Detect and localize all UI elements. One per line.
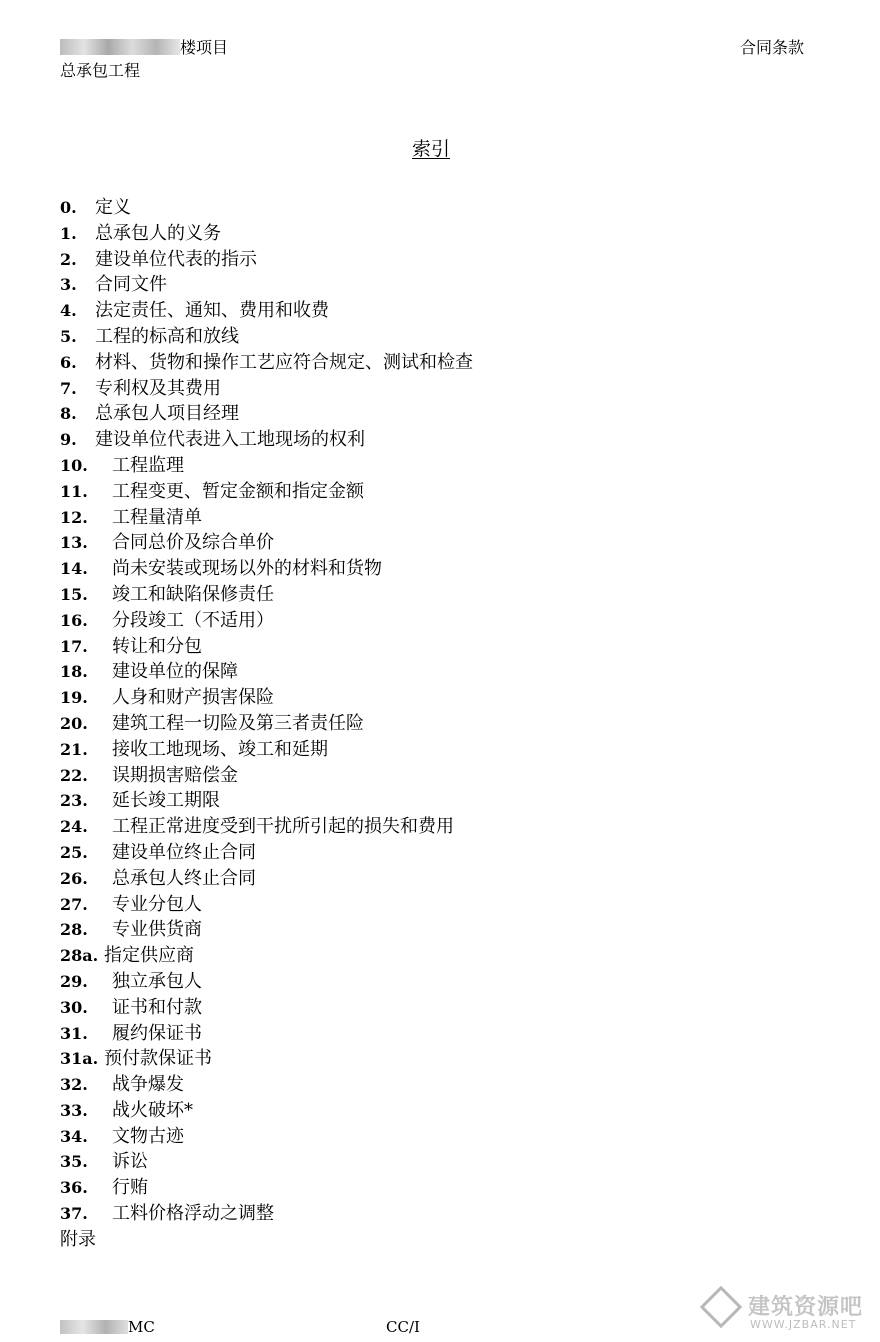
toc-item-number: 30. <box>60 997 88 1017</box>
appendix-label: 附录 <box>60 1229 96 1250</box>
toc-item <box>60 1021 473 1047</box>
toc-item-text: 总承包人终止合同 <box>112 867 256 889</box>
toc-item-text: 接收工地现场、竣工和延期 <box>112 738 328 760</box>
toc-item-text: 证书和付款 <box>112 996 202 1018</box>
toc-item-text: 尚未安装或现场以外的材料和货物 <box>112 558 382 580</box>
toc-item-text: 定义 <box>95 197 131 218</box>
toc-item-text: 诉讼 <box>112 1151 148 1173</box>
toc-item-number: 32. <box>60 1075 88 1095</box>
toc-item-number: 6. <box>60 352 77 372</box>
toc-item <box>60 221 473 247</box>
toc-item <box>60 247 473 273</box>
toc-item <box>60 685 473 711</box>
toc-item <box>60 427 473 453</box>
toc-item-number: 24. <box>60 817 88 837</box>
toc-item <box>60 1149 473 1175</box>
toc-item-number: 4. <box>60 301 77 321</box>
toc-item <box>60 1072 473 1098</box>
toc-item-text: 文物古迹 <box>112 1125 184 1147</box>
toc-item-number: 16. <box>60 610 88 630</box>
toc-item-number: 9. <box>60 430 77 450</box>
toc-item-text: 工程正常进度受到干扰所引起的损失和费用 <box>112 816 454 838</box>
toc-item-text: 行贿 <box>112 1177 148 1199</box>
toc-item <box>60 453 473 479</box>
table-of-contents <box>60 195 473 1227</box>
toc-item-text: 合同文件 <box>95 274 167 296</box>
toc-item-text: 工程的标高和放线 <box>95 325 239 347</box>
toc-item-number: 22. <box>60 765 88 785</box>
toc-item-number: 28. <box>60 920 88 940</box>
toc-item-number: 31. <box>60 1023 88 1043</box>
toc-item-text: 专利权及其费用 <box>95 377 221 399</box>
toc-item-number: 11. <box>60 481 88 501</box>
toc-item-text: 建设单位代表进入工地现场的权利 <box>95 429 365 451</box>
page-header-left <box>60 36 228 82</box>
toc-item <box>60 634 473 660</box>
toc-item <box>60 324 473 350</box>
toc-item <box>60 479 473 505</box>
toc-item-text: 竣工和缺陷保修责任 <box>112 583 274 605</box>
toc-item-number: 28a. <box>60 946 99 966</box>
watermark <box>700 1288 872 1336</box>
toc-item-text: 工料价格浮动之调整 <box>112 1203 274 1225</box>
toc-item <box>60 608 473 634</box>
toc-item-text: 误期损害赔偿金 <box>112 764 238 786</box>
toc-item <box>60 788 473 814</box>
toc-item <box>60 556 473 582</box>
toc-item-number: 15. <box>60 584 88 604</box>
toc-item <box>60 401 473 427</box>
toc-item-number: 21. <box>60 739 88 759</box>
toc-item-text: 专业供货商 <box>112 919 202 941</box>
footer-left <box>60 1318 155 1336</box>
toc-item <box>60 840 473 866</box>
toc-item <box>60 530 473 556</box>
toc-item-number: 37. <box>60 1204 88 1224</box>
toc-item-text: 建设单位终止合同 <box>112 841 256 863</box>
toc-item-text: 工程量清单 <box>112 506 202 528</box>
toc-item <box>60 298 473 324</box>
toc-item <box>60 737 473 763</box>
toc-item <box>60 505 473 531</box>
toc-item-number: 1. <box>60 223 77 243</box>
toc-item-text: 建筑工程一切险及第三者责任险 <box>112 712 364 734</box>
toc-item-number: 12. <box>60 507 88 527</box>
redacted-text <box>60 39 180 55</box>
toc-item <box>60 1098 473 1124</box>
header-subtitle: 总承包工程 <box>60 61 141 80</box>
toc-item-number: 18. <box>60 662 88 682</box>
toc-item-number: 20. <box>60 713 88 733</box>
toc-item-number: 17. <box>60 636 88 656</box>
toc-item <box>60 917 473 943</box>
watermark-text: 建筑资源吧 <box>748 1295 864 1320</box>
toc-item-number: 7. <box>60 378 77 398</box>
toc-item <box>60 659 473 685</box>
toc-item <box>60 711 473 737</box>
toc-item <box>60 376 473 402</box>
header-project: 楼项目 <box>180 38 229 57</box>
toc-item-text: 建设单位代表的指示 <box>95 248 257 270</box>
toc-item <box>60 866 473 892</box>
toc-item-number: 36. <box>60 1178 88 1198</box>
toc-item-text: 战争爆发 <box>112 1074 184 1096</box>
toc-item-text: 延长竣工期限 <box>112 790 220 812</box>
footer-left-text: MC <box>128 1318 155 1336</box>
toc-item-text: 合同总价及综合单价 <box>112 532 274 554</box>
toc-item-text: 工程监理 <box>112 454 184 476</box>
toc-item <box>60 892 473 918</box>
watermark-url: WWW.JZBAR.NET <box>750 1318 857 1331</box>
toc-item-number: 26. <box>60 868 88 888</box>
toc-item-text: 材料、货物和操作工艺应符合规定、测试和检查 <box>95 351 473 373</box>
toc-item-number: 35. <box>60 1152 88 1172</box>
toc-item-number: 29. <box>60 971 88 991</box>
toc-item-text: 履约保证书 <box>112 1022 202 1044</box>
toc-item-number: 13. <box>60 533 88 553</box>
toc-item-text: 指定供应商 <box>104 945 194 967</box>
toc-item-text: 工程变更、暂定金额和指定金额 <box>112 480 364 502</box>
toc-item-text: 总承包人的义务 <box>95 222 221 244</box>
toc-item <box>60 350 473 376</box>
toc-item-text: 建设单位的保障 <box>112 661 238 683</box>
toc-item-text: 专业分包人 <box>112 893 202 915</box>
toc-item <box>60 763 473 789</box>
toc-item-text: 转让和分包 <box>112 635 202 657</box>
toc-item-text: 人身和财产损害保险 <box>112 687 274 709</box>
toc-item-number: 34. <box>60 1126 88 1146</box>
toc-item <box>60 1124 473 1150</box>
toc-item-text: 战火破坏* <box>112 1099 193 1121</box>
toc-item-number: 33. <box>60 1100 88 1120</box>
toc-item <box>60 1175 473 1201</box>
toc-item-number: 31a. <box>60 1049 99 1069</box>
toc-item-text: 法定责任、通知、费用和收费 <box>95 300 329 322</box>
toc-item-text: 分段竣工（不适用） <box>112 609 274 631</box>
toc-item <box>60 943 473 969</box>
toc-item <box>60 969 473 995</box>
toc-item-text: 预付款保证书 <box>104 1048 212 1070</box>
toc-item <box>60 195 473 221</box>
toc-item-number: 25. <box>60 842 88 862</box>
toc-item-number: 19. <box>60 688 88 708</box>
watermark-logo-icon <box>700 1286 742 1328</box>
redacted-text <box>60 1320 128 1334</box>
header-section: 合同条款 <box>740 38 805 57</box>
toc-item <box>60 1201 473 1227</box>
toc-item-text: 总承包人项目经理 <box>95 403 239 425</box>
toc-item <box>60 814 473 840</box>
toc-item-number: 2. <box>60 249 77 269</box>
toc-item-number: 10. <box>60 455 88 475</box>
toc-item-number: 27. <box>60 894 88 914</box>
toc-item-number: 0. <box>60 198 77 217</box>
page-title: 索引 <box>411 138 450 160</box>
toc-item <box>60 272 473 298</box>
toc-item-text: 独立承包人 <box>112 970 202 992</box>
toc-item-number: 23. <box>60 791 88 811</box>
toc-item-number: 3. <box>60 275 77 295</box>
toc-item-number: 8. <box>60 404 77 424</box>
toc-item <box>60 582 473 608</box>
toc-item-number: 5. <box>60 326 77 346</box>
toc-item <box>60 1046 473 1072</box>
toc-item-number: 14. <box>60 559 88 579</box>
toc-item <box>60 995 473 1021</box>
footer-center: CC/I <box>386 1318 420 1336</box>
